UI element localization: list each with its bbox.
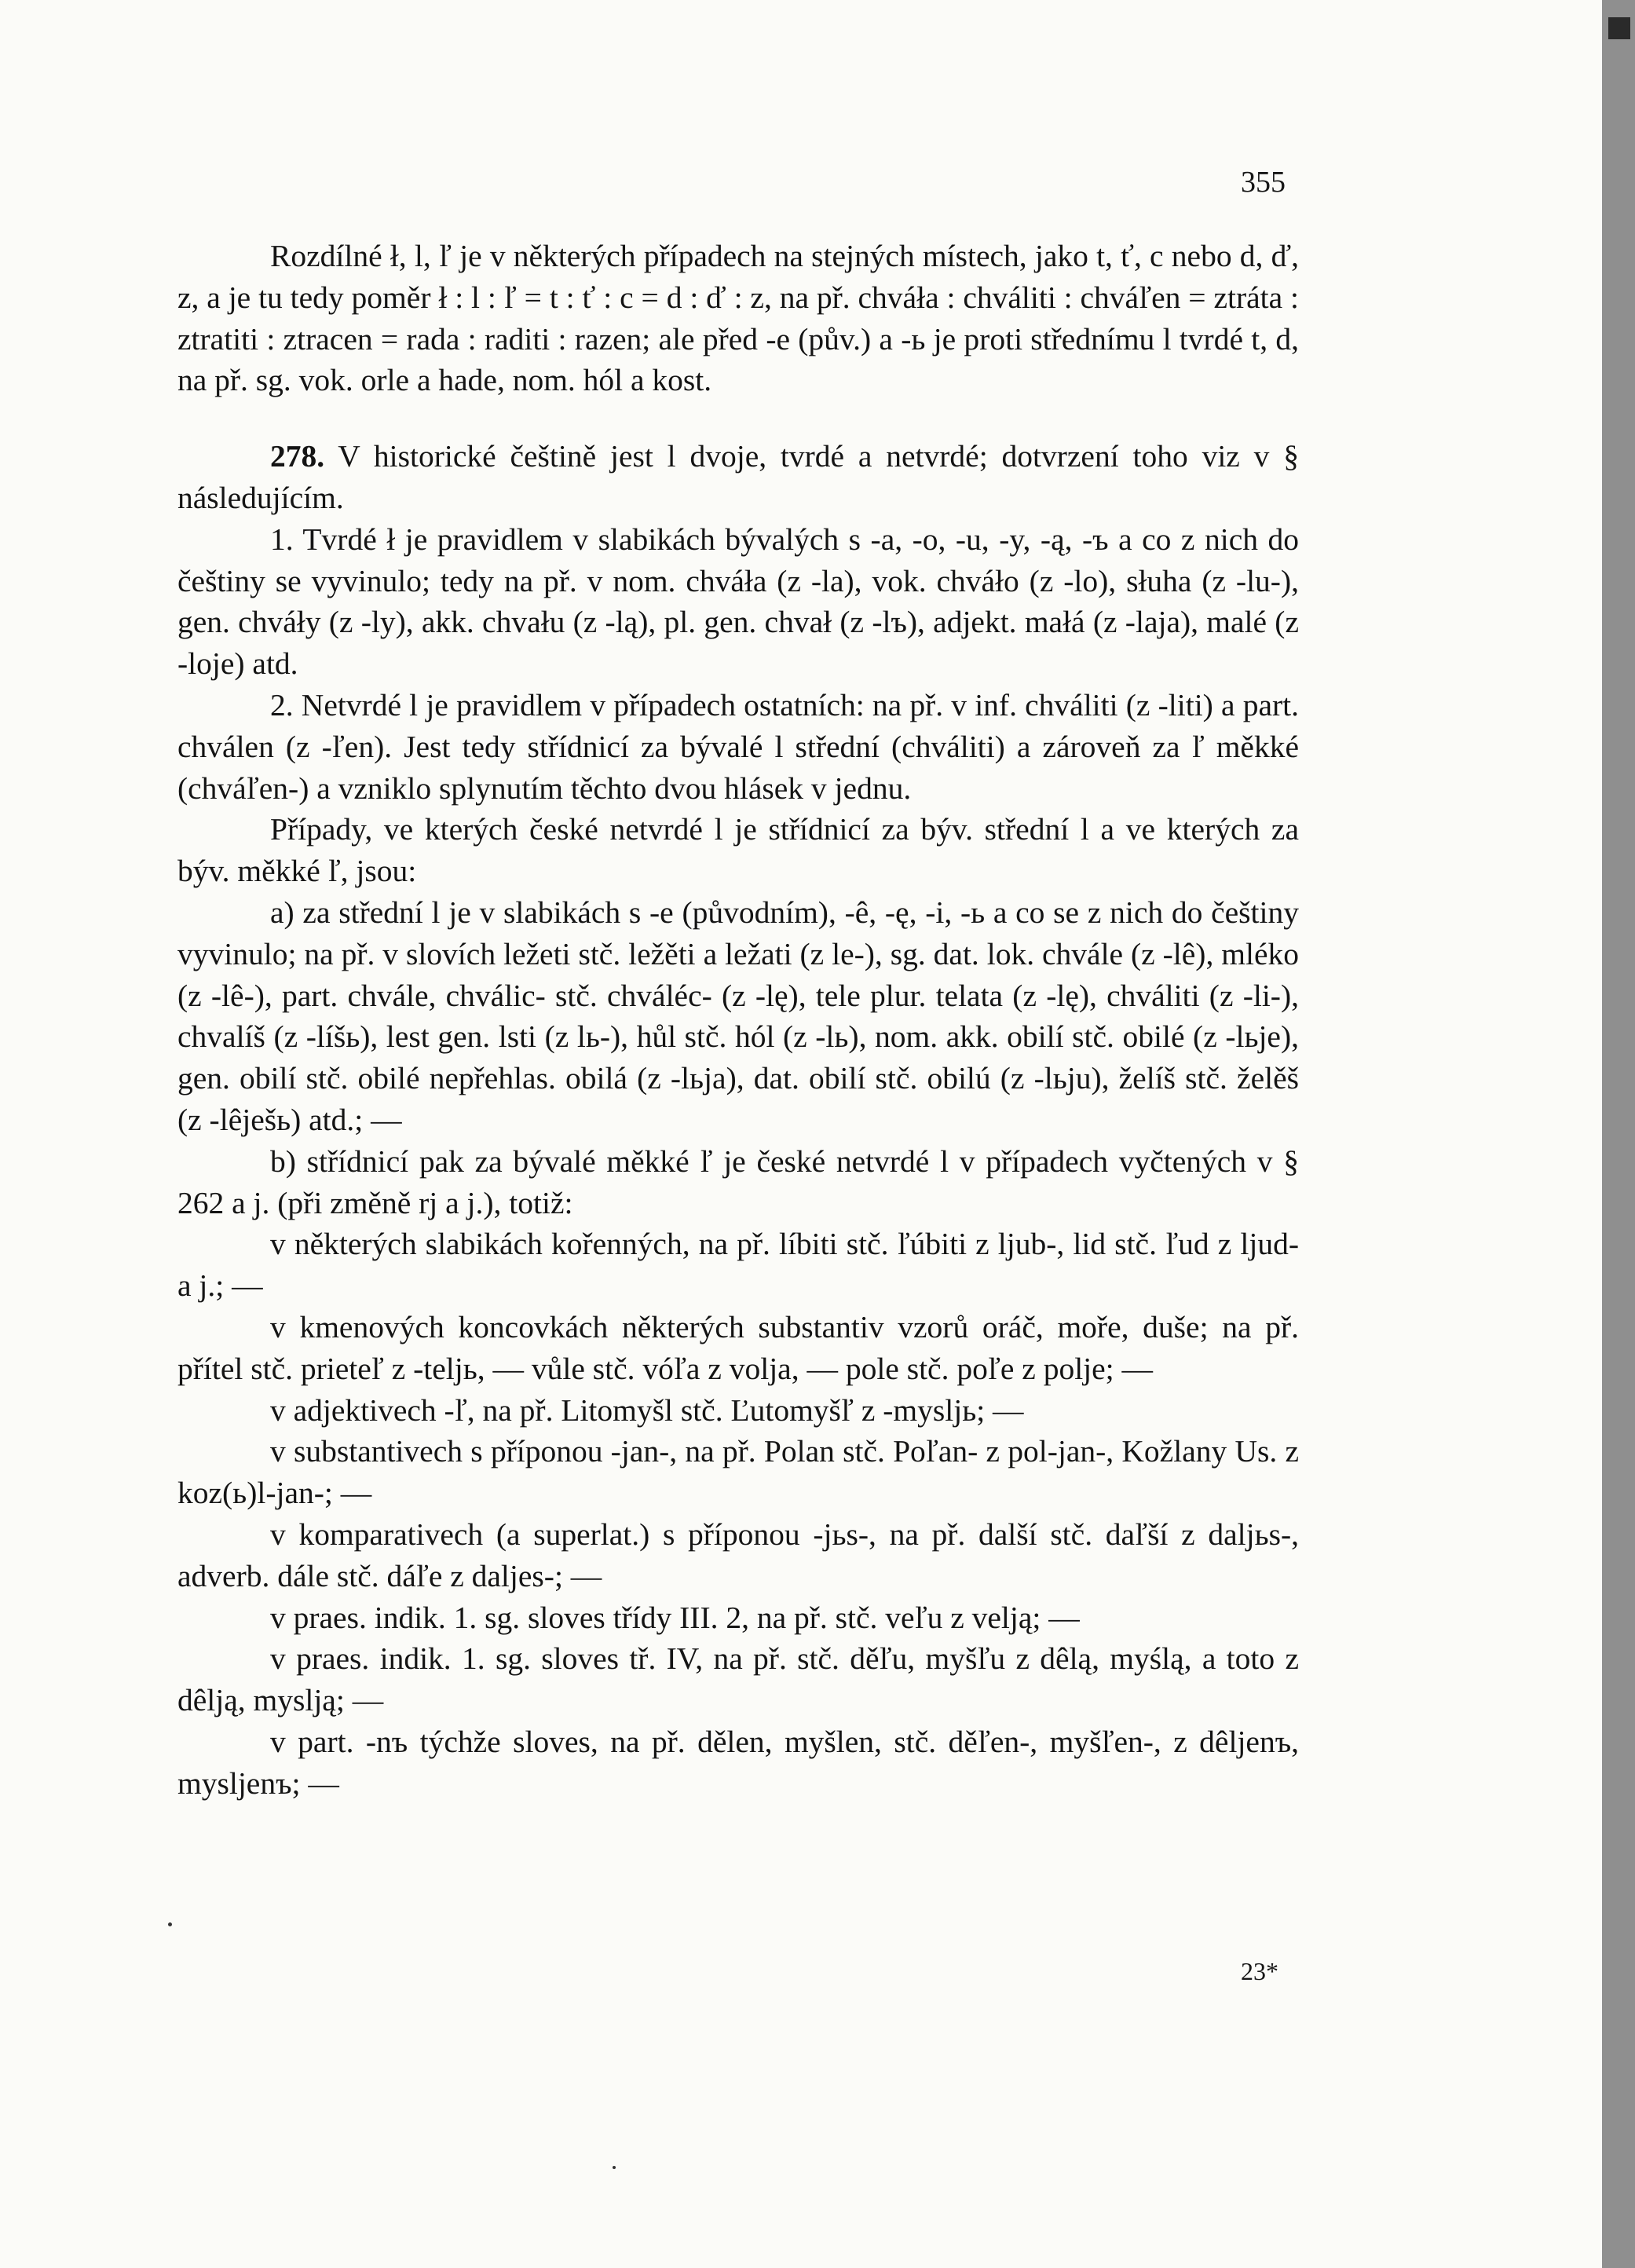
ink-speck (613, 2166, 616, 2169)
list-item-praes-iv: v praes. indik. 1. sg. sloves tř. IV, na př. stč. děľu, myšľu z dêlą, myślą, a toto z dêlją, myslją; — (177, 1641, 1299, 1718)
paragraph-soft-l: 2. Netvrdé l je pravidlem v případech ostatních: na př. v inf. chváliti (z -liti) a part. chválen (z -ľen). Jest tedy střídnicí za bývalé l střední (chváliti) a zároveň za ľ měkké (chváľen-) a vzniklo splynutím těchto dvou hlásek v jednu. (177, 687, 1299, 806)
list-item-participles: v part. -nъ týchže sloves, na př. dělen, myšlen, stč. děľen-, myšľen-, z dêljenъ, mysljenъ; — (177, 1724, 1299, 1801)
list-item-adjectives: v adjektivech -ľ, na př. Litomyšl stč. Ľutomyšľ z -mysljь; — (270, 1392, 1024, 1428)
page-body (177, 236, 1299, 1804)
page-edge (1602, 0, 1635, 2268)
section-number: 278. (270, 439, 325, 474)
section-278-text: V historické češtině jest l dvoje, tvrdé a netvrdé; dotvrzení toho viz v § následujícím. (177, 439, 1299, 515)
list-item-substantives: v substantivech s příponou -jan-, na př. Polan stč. Poľan- z pol-jan-, Kožlany Us. z koz(ь)l-jan-; — (177, 1434, 1299, 1511)
paragraph-hard-l: 1. Tvrdé ł je pravidlem v slabikách bývalých s -a, -o, -u, -y, -ą, -ъ a co z nich do češtiny se vyvinulo; tedy na př. v nom. chváła (z -la), vok. chváło (z -lo), słuha (z -lu-), gen. chváły (z -ly), akk. chvału (z -lą), pl. gen. chvał (z -lъ), adjekt. małá (z -laja), malé (z -loje) atd. (177, 521, 1299, 682)
signature-mark: 23* (1241, 1957, 1278, 1985)
ink-speck (168, 1922, 172, 1926)
paragraph-case-b: b) střídnicí pak za bývalé měkké ľ je české netvrdé l v případech vyčtených v § 262 a j. (při změně rj a j.), totiž: (177, 1143, 1299, 1220)
list-item-stems: v kmenových koncovkách některých substantiv vzorů oráč, moře, duše; na př. přítel stč. prieteľ z -teljь, — vůle stč. vóľa z volja, — pole stč. poľe z polje; — (177, 1309, 1299, 1386)
list-item-comparatives: v komparativech (a superlat.) s příponou -jьs-, na př. další stč. daľší z daljьs-, adverb. dále stč. dáľe z daljes-; — (177, 1516, 1299, 1593)
paragraph-case-a: a) za střední l je v slabikách s -e (původním), -ê, -ę, -i, -ь a co se z nich do češtiny vyvinulo; na př. v slovích ležeti stč. ležěti a ležati (z le-), sg. dat. lok. chvále (z -lê), mléko (z -lê-), part. chvále, chválic- stč. chváléc- (z -lę), tele plur. telata (z -lę), chváliti (z -li-), chvalíš (z -líšь), lest gen. lsti (z lь-), hůl stč. hól (z -lь), nom. akk. obilí stč. obilé (z -lьje), gen. obilí stč. obilé nepřehlas. obilá (z -lьja), dat. obilí stč. obilú (z -lьju), želíš stč. želěš (z -lêješь) atd.; — (177, 894, 1299, 1137)
list-item-praes-iii: v praes. indik. 1. sg. sloves třídy III. 2, na př. stč. veľu z velją; — (270, 1600, 1080, 1635)
page-number: 355 (1241, 166, 1286, 199)
paragraph-cases: Případy, ve kterých české netvrdé l je střídnicí za býv. střední l a ve kterých za býv. měkké ľ, jsou: (177, 812, 1299, 889)
scan-crop-mark (1608, 17, 1630, 39)
paragraph-1: Rozdílné ł, l, ľ je v některých případech na stejných místech, jako t, ť, c nebo d, ď, z, a je tu tedy poměr ł : l : ľ = t : ť : c = d : ď : z, na př. chváła : chváliti : chváľen = ztráta : ztratiti : ztracen = rada : raditi : razen; ale před -e (pův.) a -ь je proti střednímu l tvrdé t, d, na př. sg. vok. orle a hade, nom. hól a kost. (177, 239, 1299, 398)
list-item-roots: v některých slabikách kořenných, na př. líbiti stč. ľúbiti z ljub-, lid stč. ľud z ljud- a j.; — (177, 1227, 1299, 1304)
paragraph-section-278 (177, 436, 1299, 519)
